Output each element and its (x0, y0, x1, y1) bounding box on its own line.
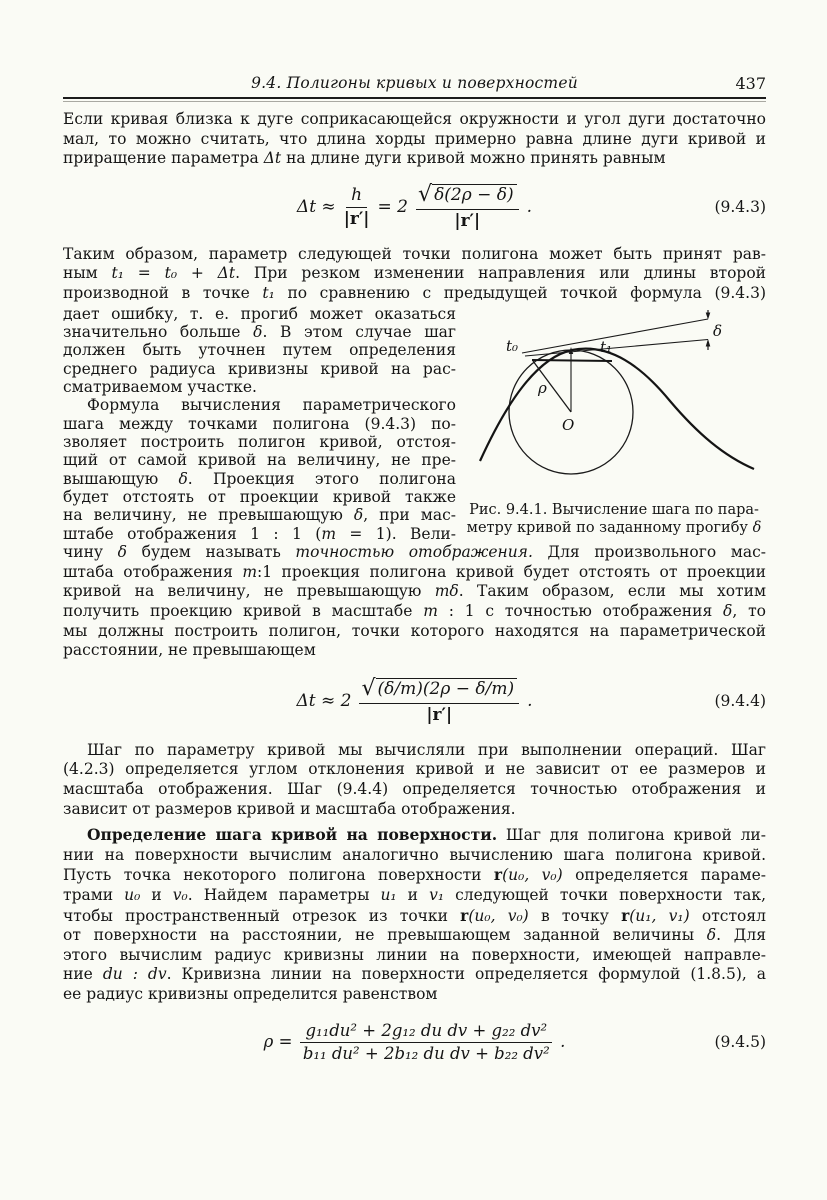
figure-caption (464, 501, 764, 538)
eq-period: . (560, 1032, 566, 1052)
text-line: среднего радиуса кривизны кривой на рас- (63, 359, 456, 378)
text-line: трами u₀ и v₀. Найдем параметры u₁ и v₁ следующей точки поверхности так, (63, 885, 767, 904)
narrow-text-column (63, 305, 456, 543)
text-line: сматриваемом участке. (63, 378, 257, 397)
eq-lhs: ρ = (263, 1032, 293, 1052)
label-t0: t₀ (506, 336, 519, 355)
text-line: мы должны построить полигон, точки которого находятся на параметрической (63, 621, 766, 640)
equation-9-4-5 (63, 1022, 766, 1065)
fraction: $\frac{h}{|r'|}$ (343, 184, 370, 230)
text-line: расстоянии, не превышающем (63, 641, 316, 660)
text-line: чину δ будем называть точностью отображения. Для произвольного мас- (63, 543, 766, 562)
chord (532, 360, 612, 361)
text-figure-row (63, 305, 766, 543)
paragraph-step (63, 245, 766, 304)
text-line: Пусть точка некоторого полигона поверхности r(u₀, v₀) определяется параме- (63, 865, 766, 885)
text-line: нии на поверхности вычислим аналогично вычислению шага полигона кривой. (63, 845, 766, 864)
equation-9-4-5-body (264, 1022, 566, 1065)
equation-tag: (9.4.5) (714, 1033, 766, 1052)
label-t1: t₁ (600, 337, 613, 356)
text-line: чтобы пространственный отрезок из точки r(u₀, v₀) в точку r(u₁, v₁) отстоял (63, 905, 766, 925)
text-line: будет отстоять от проекции кривой также (63, 488, 456, 507)
label-delta: δ (713, 321, 723, 340)
page-header (63, 74, 766, 99)
text-line: Если кривая близка к дуге соприкасающейся окружности и угол дуги достаточно (63, 110, 766, 128)
fraction: √ (δ/m)(2ρ − δ/m) |r′| (359, 678, 519, 726)
text-line: на величину, не превышающую δ, при мас- (63, 506, 456, 525)
delta-arrow-top (706, 312, 711, 319)
eq-lhs: Δt ≈ 2 (296, 690, 352, 711)
text-line: получить проекцию кривой в масштабе m : 1 с точностью отображения δ, то (63, 601, 767, 620)
section-header: 9.4. Полигоны кривых и поверхностей (251, 74, 578, 92)
text-line: Шаг по параметру кривой мы вычисляли при выполнении операций. Шаг (87, 740, 766, 759)
label-center-O: O (562, 415, 575, 434)
text-line: штабе отображения 1 : 1 (m = 1). Вели- (63, 524, 456, 543)
fraction: √ δ(2ρ − δ) |r′| (416, 184, 519, 232)
figure-9-4-1 (456, 309, 766, 538)
text-line: дает ошибку, т. е. прогиб может оказаться (63, 304, 456, 323)
text-line: метру кривой по заданному прогибу δ (466, 520, 762, 537)
figure-column (456, 305, 766, 538)
paragraph-surface-step (63, 825, 766, 1004)
text-line: ние du : dv. Кривизна линии на поверхности определяется формулой (1.8.5), а (63, 965, 767, 984)
text-line: Таким образом, параметр следующей точки полигона может быть принят рав- (63, 244, 766, 263)
text-line: масштаба отображения. Шаг (9.4.4) определяется точностью отображения и (63, 779, 766, 798)
radical-sign: √ (417, 180, 433, 207)
equation-9-4-3-body (296, 180, 533, 232)
label-rho: ρ (538, 378, 547, 397)
text-line: должен быть уточнен путем определения (63, 341, 456, 360)
paragraph-intro (63, 110, 766, 169)
text-line: зволяет построить полигон кривой, отстоя- (63, 433, 456, 452)
eq-period: . (526, 197, 533, 218)
text-line: шага между точками полигона (9.4.3) по- (63, 414, 456, 433)
square-root: √ (δ/m)(2ρ − δ/m) (361, 678, 517, 700)
page-body (63, 110, 766, 1064)
text-line: этого вычислим радиус кривизны линии на поверхности, имеющей направле- (63, 945, 766, 964)
text-line: от поверхности на расстоянии, не превышающем заданной величины δ. Для (63, 926, 766, 945)
paragraph-formula (63, 396, 456, 543)
eq-period: . (527, 690, 533, 711)
eq-lhs: Δt ≈ (296, 197, 336, 218)
page-number: 437 (735, 74, 766, 93)
text-line: кривой на величину, не превышающую mδ. Таким образом, если мы хотим (63, 582, 766, 601)
text-line: вышающую δ. Проекция этого полигона (63, 469, 456, 488)
text-line: штаба отображения m:1 проекция полигона кривой будет отстоять от проекции (63, 562, 766, 581)
text-line: значительно больше δ. В этом случае шаг (63, 323, 456, 341)
radical-sign: √ (361, 674, 376, 701)
figure-drawing (456, 309, 766, 487)
text-line: мал, то можно считать, что длина хорды примерно равна длине дуги кривой и (63, 129, 766, 148)
curve (480, 348, 754, 468)
text-line: Формула вычисления параметрического (87, 396, 456, 415)
text-line: приращение параметра Δt на длине дуги кривой можно принять равным (63, 149, 666, 168)
text-line: Рис. 9.4.1. Вычисление шага по пара- (469, 501, 759, 518)
paragraph-operations (63, 741, 766, 819)
equation-9-4-4-body (296, 674, 533, 726)
text-line: ным t₁ = t₀ + Δt. При резком изменении направления или длины второй (63, 264, 766, 283)
equation-tag: (9.4.3) (714, 198, 766, 217)
equation-tag: (9.4.4) (714, 691, 766, 710)
text-line: зависит от размеров кривой и масштаба отображения. (63, 799, 516, 818)
square-root: √ δ(2ρ − δ) (418, 184, 517, 206)
text-line: Определение шага кривой на поверхности. Шаг для полигона кривой ли- (87, 825, 766, 845)
text-line: (4.2.3) определяется углом отклонения кривой и не зависит от ее размеров и (63, 760, 766, 779)
paragraph-step-cont (63, 305, 456, 397)
paragraph-formula-cont (63, 543, 766, 661)
text-line: производной в точке t₁ по сравнению с предыдущей точкой формула (9.4.3) (63, 284, 766, 303)
fraction: $\frac{\text{g₁₁du² + 2g₁₂ du dv + g₂₂ dv²}}{\text{b₁₁ du² + 2b₁₂ du dv + b₂₂ dv²}}$ (300, 1022, 552, 1065)
equation-9-4-4 (63, 674, 766, 726)
eq-mid: = 2 (377, 197, 408, 218)
equation-9-4-3 (63, 180, 766, 232)
text-line: ее радиус кривизны определится равенством (63, 984, 438, 1003)
text-line: щий от самой кривой на величину, не пре- (63, 451, 456, 470)
